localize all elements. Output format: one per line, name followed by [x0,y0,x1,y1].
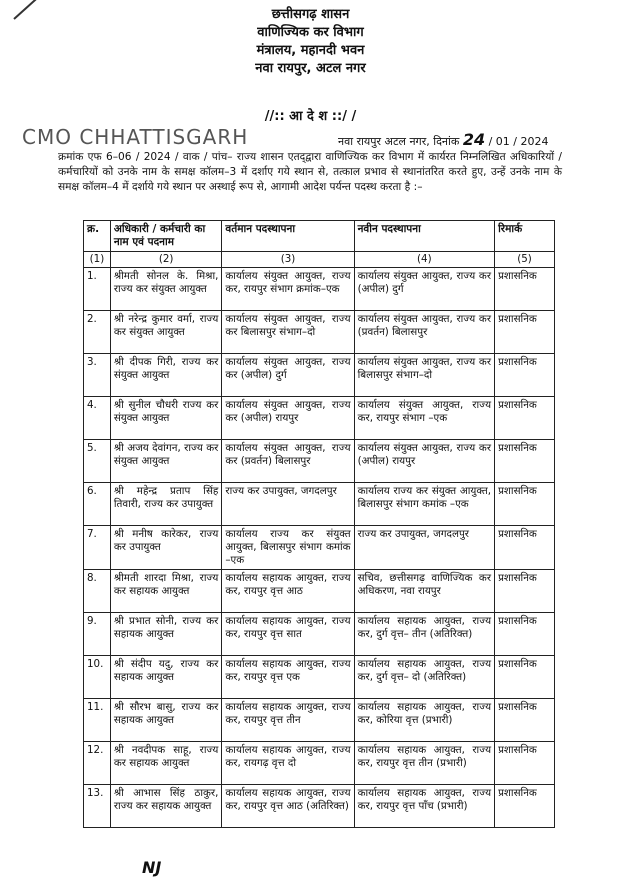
cell-current-posting: कार्यालय सहायक आयुक्त, राज्य कर, रायपुर वृत्त आठ (अतिरिक्त) [222,785,354,828]
cell-new-posting: कार्यालय सहायक आयुक्त, राज्य कर, कोरिया वृत्त (प्रभारी) [354,699,494,742]
cell-new-posting: कार्यालय सहायक आयुक्त, राज्य कर, रायपुर वृत्त तीन (प्रभारी) [354,742,494,785]
table-row [84,483,555,526]
cell-new-posting: कार्यालय संयुक्त आयुक्त, राज्य कर (अपील) दुर्ग [354,268,494,311]
cell-serial: 5. [84,440,111,483]
cell-current-posting: कार्यालय सहायक आयुक्त, राज्य कर, रायपुर वृत्त सात [222,613,354,656]
cell-name: श्री नवदीपक साहू, राज्य कर सहायक आयुक्त [110,742,222,785]
cell-current-posting: कार्यालय संयुक्त आयुक्त, राज्य कर (अपील) रायपुर [222,397,354,440]
cell-current-posting: कार्यालय संयुक्त आयुक्त, राज्य कर, रायपुर संभाग क्रमांक–एक [222,268,354,311]
cell-name: श्री सौरभ बासु, राज्य कर सहायक आयुक्त [110,699,222,742]
cell-serial: 6. [84,483,111,526]
header-remark: रिमार्क [495,221,555,252]
table-row [84,526,555,570]
colnum: (1) [84,252,111,268]
cell-name: श्री अजय देवांगन, राज्य कर संयुक्त आयुक्त [110,440,222,483]
table-row [84,268,555,311]
cell-serial: 11. [84,699,111,742]
cell-name: श्री आभास सिंह ठाकुर, राज्य कर सहायक आयुक्त [110,785,222,828]
cell-serial: 1. [84,268,111,311]
header-current-posting: वर्तमान पदस्थापना [222,221,354,252]
cell-serial: 8. [84,570,111,613]
cell-remark: प्रशासनिक [495,526,555,570]
table-row [84,570,555,613]
colnum: (4) [354,252,494,268]
cell-serial: 2. [84,311,111,354]
cell-new-posting: कार्यालय सहायक आयुक्त, राज्य कर, दुर्ग वृत्त– तीन (अतिरिक्त) [354,613,494,656]
cell-serial: 3. [84,354,111,397]
header-new-posting: नवीन पदस्थापना [354,221,494,252]
table-row [84,656,555,699]
cell-name: श्री प्रभात सोनी, राज्य कर सहायक आयुक्त [110,613,222,656]
cell-current-posting: कार्यालय राज्य कर संयुक्त आयुक्त, बिलासपुर संभाग कमांक –एक [222,526,354,570]
order-paragraph: क्रमांक एफ 6–06 / 2024 / वाक / पांच– राज्य शासन एतद्‌द्वारा वाणिज्यिक कर विभाग में कार्यरत निम्नलिखित अधिकारियों / कर्मचारियों को उनके नाम के समक्ष कॉलम–3 में दर्शाए गये स्थान से, तत्काल प्रभाव से स्थानांतरित करते हुए, उन्हें उनके नाम के समक्ष कॉलम–4 में दर्शाये गये स्थान पर अस्थाई रूप से, आगामी आदेश पर्यन्त पदस्थ करता है :– [58,151,562,193]
cell-remark: प्रशासनिक [495,354,555,397]
table-row [84,699,555,742]
dateline [338,130,549,149]
cell-new-posting: कार्यालय सहायक आयुक्त, राज्य कर, दुर्ग वृत्त– दो (अतिरिक्त) [354,656,494,699]
table-row [84,440,555,483]
cell-remark: प्रशासनिक [495,311,555,354]
cell-name: श्री मनीष कारेकर, राज्य कर उपायुक्त [110,526,222,570]
cell-current-posting: कार्यालय सहायक आयुक्त, राज्य कर, रायपुर वृत्त एक [222,656,354,699]
transfer-table [83,220,555,828]
cell-current-posting: कार्यालय संयुक्त आयुक्त, राज्य कर (अपील) दुर्ग [222,354,354,397]
cell-new-posting: कार्यालय सहायक आयुक्त, राज्य कर, रायपुर वृत्त पाँच (प्रभारी) [354,785,494,828]
letterhead-government: छत्तीसगढ़ शासन [271,7,350,22]
cell-current-posting: कार्यालय सहायक आयुक्त, राज्य कर, रायपुर वृत्त तीन [222,699,354,742]
table-row [84,354,555,397]
cell-serial: 13. [84,785,111,828]
cell-serial: 4. [84,397,111,440]
cell-remark: प्रशासनिक [495,699,555,742]
cell-remark: प्रशासनिक [495,440,555,483]
letterhead-department: वाणिज्यिक कर विभाग [257,25,364,40]
cell-name: श्री संदीप यदु, राज्य कर सहायक आयुक्त [110,656,222,699]
cell-name: श्रीमती शारदा मिश्रा, राज्य कर सहायक आयुक्त [110,570,222,613]
cell-remark: प्रशासनिक [495,613,555,656]
colnum: (3) [222,252,354,268]
cell-remark: प्रशासनिक [495,397,555,440]
cell-name: श्री महेन्द्र प्रताप सिंह तिवारी, राज्य कर उपायुक्त [110,483,222,526]
cell-serial: 9. [84,613,111,656]
cell-current-posting: कार्यालय संयुक्त आयुक्त, राज्य कर (प्रवर्तन) बिलासपुर [222,440,354,483]
cell-remark: प्रशासनिक [495,656,555,699]
dateline-rest: / 01 / 2024 [488,135,549,148]
cell-name: श्री सुनील चौधरी राज्य कर संयुक्त आयुक्त [110,397,222,440]
column-number-row [84,252,555,268]
colnum: (5) [495,252,555,268]
cell-remark: प्रशासनिक [495,570,555,613]
table-row [84,742,555,785]
letterhead [0,6,621,78]
cell-remark: प्रशासनिक [495,268,555,311]
cell-serial: 10. [84,656,111,699]
watermark-text: CMO CHHATTISGARH [22,125,249,149]
cell-name: श्री दीपक गिरी, राज्य कर संयुक्त आयुक्त [110,354,222,397]
cell-current-posting: कार्यालय सहायक आयुक्त, राज्य कर, रायपुर वृत्त आठ [222,570,354,613]
cell-name: श्री नरेन्द्र कुमार वर्मा, राज्य कर संयुक्त आयुक्त [110,311,222,354]
handwritten-initials: NJ [142,858,162,877]
cell-current-posting: कार्यालय सहायक आयुक्त, राज्य कर, रायगढ़ वृत्त दो [222,742,354,785]
table-row [84,613,555,656]
dateline-prefix: नवा रायपुर अटल नगर, दिनांक [338,135,460,148]
header-serial: क्र. [84,221,111,252]
cell-new-posting: कार्यालय संयुक्त आयुक्त, राज्य कर (प्रवर्तन) बिलासपुर [354,311,494,354]
cell-current-posting: कार्यालय संयुक्त आयुक्त, राज्य कर बिलासपुर संभाग–दो [222,311,354,354]
table-header-row [84,221,555,252]
dateline-day: 24 [462,130,486,149]
cell-new-posting: कार्यालय राज्य कर संयुक्त आयुक्त, बिलासपुर संभाग कमांक –एक [354,483,494,526]
cell-serial: 7. [84,526,111,570]
header-name: अधिकारी / कर्मचारी का नाम एवं पदनाम [110,221,222,252]
cell-remark: प्रशासनिक [495,483,555,526]
table-row [84,311,555,354]
cell-remark: प्रशासनिक [495,742,555,785]
colnum: (2) [110,252,222,268]
cell-new-posting: कार्यालय संयुक्त आयुक्त, राज्य कर, रायपुर संभाग –एक [354,397,494,440]
letterhead-city: नवा रायपुर, अटल नगर [255,61,366,76]
order-title: //:: आ दे श ::/ / [264,109,357,124]
cell-current-posting: राज्य कर उपायुक्त, जगदलपुर [222,483,354,526]
table-row [84,785,555,828]
cell-new-posting: कार्यालय संयुक्त आयुक्त, राज्य कर (अपील) रायपुर [354,440,494,483]
cell-name: श्रीमती सोनल के. मिश्रा, राज्य कर संयुक्त आयुक्त [110,268,222,311]
cell-remark: प्रशासनिक [495,785,555,828]
cell-new-posting: सचिव, छत्तीसगढ़ वाणिज्यिक कर अधिकरण, नवा रायपुर [354,570,494,613]
cell-new-posting: कार्यालय संयुक्त आयुक्त, राज्य कर बिलासपुर संभाग–दो [354,354,494,397]
cell-serial: 12. [84,742,111,785]
cell-new-posting: राज्य कर उपायुक्त, जगदलपुर [354,526,494,570]
letterhead-ministry: मंत्रालय, महानदी भवन [256,43,365,58]
table-row [84,397,555,440]
